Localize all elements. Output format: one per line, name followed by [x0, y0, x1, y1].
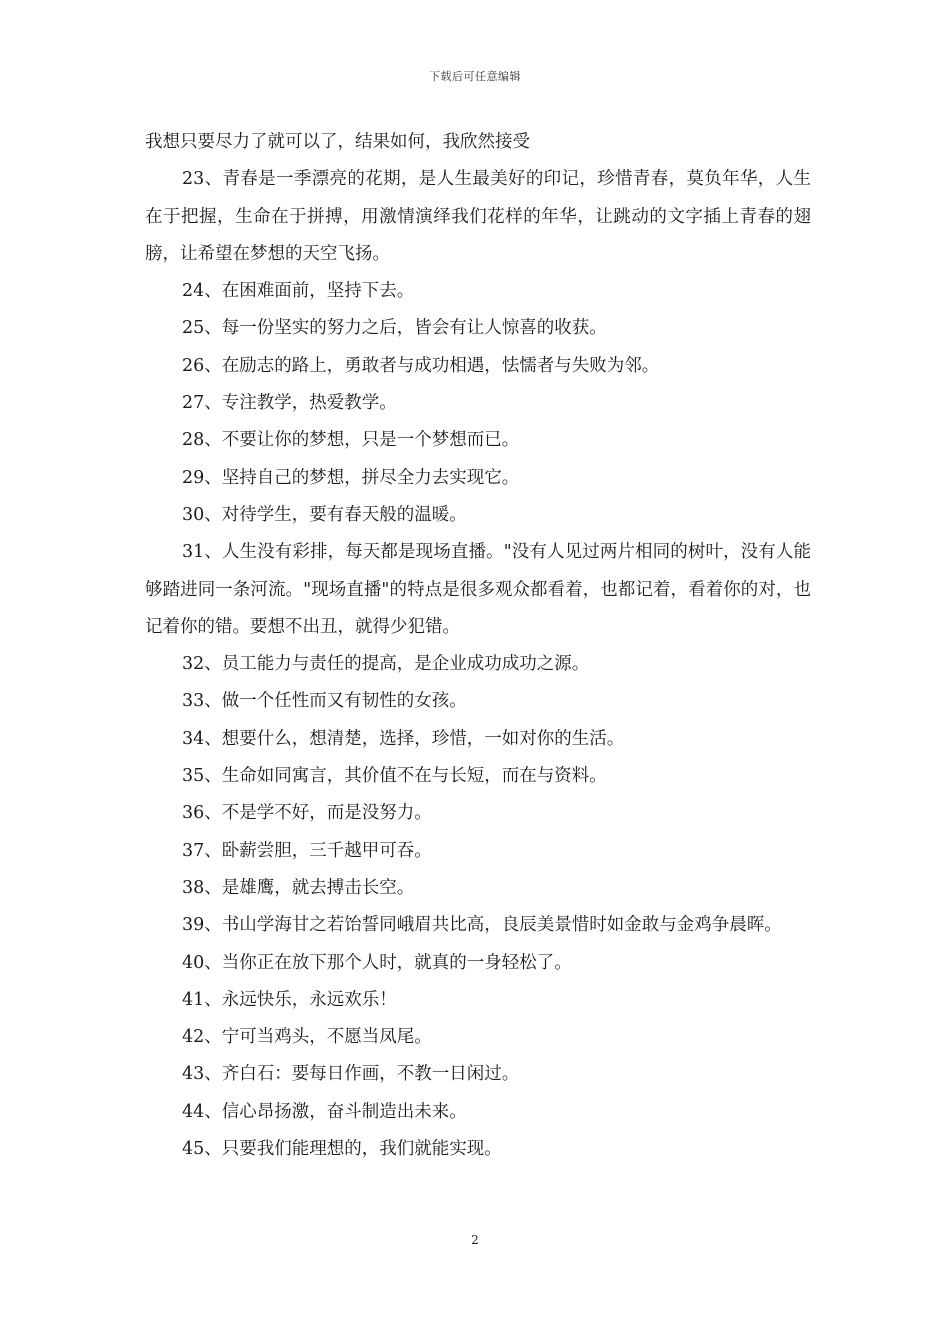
- paragraph-item-27: 27、专注教学，热爱教学。: [182, 393, 397, 414]
- paragraph-item-40: 40、当你正在放下那个人时，就真的一身轻松了。: [182, 952, 572, 973]
- paragraph-item-26: 26、在励志的路上，勇敢者与成功相遇，怯懦者与失败为邻。: [182, 355, 660, 376]
- paragraph-item-25: 25、每一份坚实的努力之后，皆会有让人惊喜的收获。: [182, 318, 607, 339]
- paragraph-item-38: 38、是雄鹰，就去搏击长空。: [182, 877, 415, 898]
- paragraph-item-37: 37、卧薪尝胆，三千越甲可吞。: [182, 840, 432, 861]
- paragraph-item-39: 39、书山学海甘之若饴誓同峨眉共比高，良辰美景惜时如金敢与金鸡争晨晖。: [182, 915, 782, 936]
- paragraph-item-36: 36、不是学不好，而是没努力。: [182, 803, 432, 824]
- paragraph-item-29: 29、坚持自己的梦想，拼尽全力去实现它。: [182, 467, 520, 488]
- paragraph-item-42: 42、宁可当鸡头，不愿当凤尾。: [182, 1027, 432, 1048]
- document-body: [145, 124, 811, 1168]
- paragraph-item-45: 45、只要我们能理想的，我们就能实现。: [182, 1139, 502, 1160]
- paragraph-item-28: 28、不要让你的梦想，只是一个梦想而已。: [182, 430, 520, 451]
- paragraph-item-33: 33、做一个任性而又有韧性的女孩。: [182, 691, 467, 712]
- paragraph-item-34: 34、想要什么，想清楚，选择，珍惜，一如对你的生活。: [182, 728, 625, 749]
- paragraph-item-41: 41、永远快乐，永远欢乐！: [182, 989, 397, 1010]
- paragraph-item-24: 24、在困难面前，坚持下去。: [182, 281, 415, 302]
- paragraph-item-31: 31、人生没有彩排，每天都是现场直播。"没有人见过两片相同的树叶，没有人能够踏进同一条河流。"现场直播"的特点是很多观众都看着，也都记着，看着你的对，也记着你的错。要想不出丑，就得少犯错。: [145, 542, 811, 637]
- paragraph-item-44: 44、信心昂扬激，奋斗制造出未来。: [182, 1101, 467, 1122]
- page-number: 2: [471, 1233, 479, 1247]
- paragraph-continuation: 我想只要尽力了就可以了，结果如何，我欣然接受: [145, 132, 530, 152]
- paragraph-item-23: 23、青春是一季漂亮的花期，是人生最美好的印记，珍惜青春，莫负年华，人生在于把握，生命在于拼搏，用激情演绎我们花样的年华，让跳动的文字插上青春的翅膀，让希望在梦想的天空飞扬。: [145, 169, 811, 264]
- header-note: 下载后可任意编辑: [429, 70, 521, 83]
- paragraph-item-32: 32、员工能力与责任的提高，是企业成功成功之源。: [182, 654, 590, 675]
- paragraph-item-30: 30、对待学生，要有春天般的温暖。: [182, 504, 467, 525]
- paragraph-item-43: 43、齐白石：要每日作画，不教一日闲过。: [182, 1064, 520, 1085]
- paragraph-item-35: 35、生命如同寓言，其价值不在与长短，而在与资料。: [182, 766, 607, 787]
